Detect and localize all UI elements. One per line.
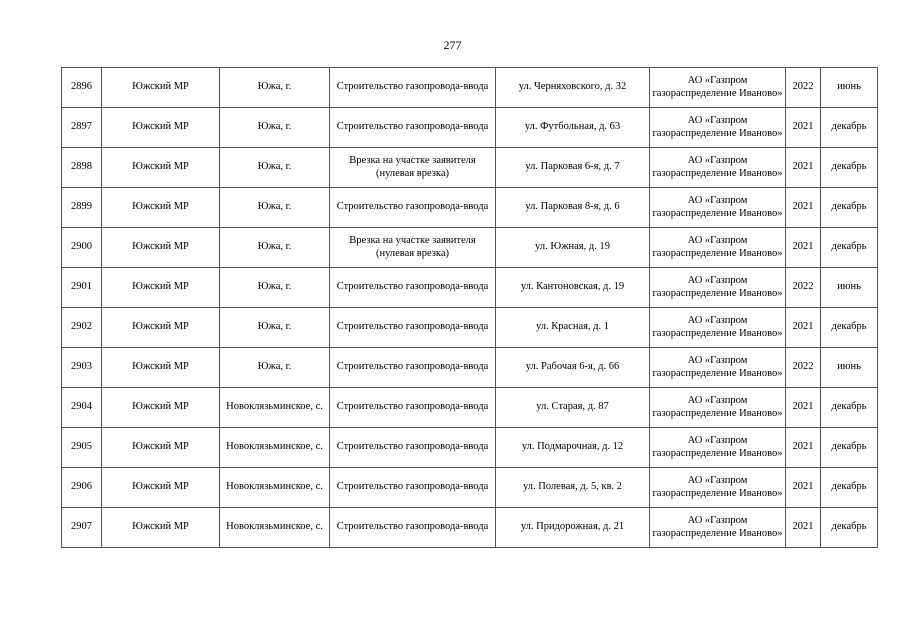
cell-district: Южский МР <box>102 108 220 148</box>
table-row <box>62 388 878 428</box>
cell-work-type: Строительство газопровода-ввода <box>330 188 496 228</box>
page-number: 277 <box>443 38 462 52</box>
cell-year: 2021 <box>786 508 821 548</box>
table-row <box>62 348 878 388</box>
table-row <box>62 108 878 148</box>
cell-address: ул. Полевая, д. 5, кв. 2 <box>496 468 650 508</box>
cell-year: 2021 <box>786 228 821 268</box>
cell-year: 2022 <box>786 348 821 388</box>
cell-district: Южский МР <box>102 308 220 348</box>
cell-number: 2903 <box>62 348 102 388</box>
cell-address: ул. Подмарочная, д. 12 <box>496 428 650 468</box>
cell-month: декабрь <box>821 188 878 228</box>
cell-settlement: Новоклязьминское, с. <box>220 508 330 548</box>
cell-month: декабрь <box>821 388 878 428</box>
cell-number: 2904 <box>62 388 102 428</box>
cell-district: Южский МР <box>102 148 220 188</box>
cell-organization: АО «Газпром газораспределение Иваново» <box>650 508 786 548</box>
cell-month: июнь <box>821 348 878 388</box>
cell-organization: АО «Газпром газораспределение Иваново» <box>650 348 786 388</box>
cell-number: 2900 <box>62 228 102 268</box>
cell-settlement: Новоклязьминское, с. <box>220 468 330 508</box>
cell-number: 2898 <box>62 148 102 188</box>
table-row <box>62 188 878 228</box>
cell-organization: АО «Газпром газораспределение Иваново» <box>650 308 786 348</box>
table-row <box>62 228 878 268</box>
cell-settlement: Южа, г. <box>220 308 330 348</box>
cell-district: Южский МР <box>102 468 220 508</box>
cell-month: декабрь <box>821 468 878 508</box>
cell-organization: АО «Газпром газораспределение Иваново» <box>650 108 786 148</box>
cell-work-type: Врезка на участке заявителя (нулевая врезка) <box>330 148 496 188</box>
cell-work-type: Строительство газопровода-ввода <box>330 388 496 428</box>
cell-settlement: Южа, г. <box>220 348 330 388</box>
cell-address: ул. Парковая 8-я, д. 6 <box>496 188 650 228</box>
cell-organization: АО «Газпром газораспределение Иваново» <box>650 468 786 508</box>
cell-organization: АО «Газпром газораспределение Иваново» <box>650 68 786 108</box>
cell-work-type: Строительство газопровода-ввода <box>330 508 496 548</box>
cell-number: 2905 <box>62 428 102 468</box>
cell-number: 2897 <box>62 108 102 148</box>
cell-work-type: Строительство газопровода-ввода <box>330 348 496 388</box>
cell-settlement: Южа, г. <box>220 148 330 188</box>
table-body <box>62 68 878 548</box>
cell-work-type: Строительство газопровода-ввода <box>330 308 496 348</box>
cell-address: ул. Футбольная, д. 63 <box>496 108 650 148</box>
cell-settlement: Южа, г. <box>220 268 330 308</box>
cell-settlement: Новоклязьминское, с. <box>220 428 330 468</box>
cell-month: декабрь <box>821 228 878 268</box>
cell-year: 2021 <box>786 108 821 148</box>
cell-address: ул. Придорожная, д. 21 <box>496 508 650 548</box>
cell-work-type: Строительство газопровода-ввода <box>330 428 496 468</box>
cell-settlement: Южа, г. <box>220 228 330 268</box>
table-row <box>62 68 878 108</box>
cell-number: 2906 <box>62 468 102 508</box>
cell-month: декабрь <box>821 428 878 468</box>
cell-district: Южский МР <box>102 68 220 108</box>
cell-address: ул. Кантоновская, д. 19 <box>496 268 650 308</box>
cell-work-type: Врезка на участке заявителя (нулевая врезка) <box>330 228 496 268</box>
cell-address: ул. Черняховского, д. 32 <box>496 68 650 108</box>
table-row <box>62 508 878 548</box>
cell-organization: АО «Газпром газораспределение Иваново» <box>650 268 786 308</box>
cell-district: Южский МР <box>102 188 220 228</box>
cell-address: ул. Старая, д. 87 <box>496 388 650 428</box>
cell-year: 2021 <box>786 308 821 348</box>
cell-work-type: Строительство газопровода-ввода <box>330 108 496 148</box>
cell-address: ул. Красная, д. 1 <box>496 308 650 348</box>
cell-month: июнь <box>821 68 878 108</box>
table-row <box>62 148 878 188</box>
cell-district: Южский МР <box>102 388 220 428</box>
cell-district: Южский МР <box>102 348 220 388</box>
cell-year: 2021 <box>786 388 821 428</box>
cell-district: Южский МР <box>102 228 220 268</box>
cell-settlement: Южа, г. <box>220 188 330 228</box>
cell-work-type: Строительство газопровода-ввода <box>330 68 496 108</box>
cell-number: 2901 <box>62 268 102 308</box>
cell-number: 2896 <box>62 68 102 108</box>
cell-district: Южский МР <box>102 428 220 468</box>
cell-year: 2021 <box>786 188 821 228</box>
cell-work-type: Строительство газопровода-ввода <box>330 468 496 508</box>
cell-month: июнь <box>821 268 878 308</box>
cell-address: ул. Рабочая 6-я, д. 66 <box>496 348 650 388</box>
cell-month: декабрь <box>821 508 878 548</box>
cell-organization: АО «Газпром газораспределение Иваново» <box>650 428 786 468</box>
cell-month: декабрь <box>821 308 878 348</box>
cell-year: 2022 <box>786 268 821 308</box>
cell-month: декабрь <box>821 108 878 148</box>
cell-year: 2022 <box>786 68 821 108</box>
cell-year: 2021 <box>786 468 821 508</box>
table-row <box>62 428 878 468</box>
gasification-table <box>61 67 878 548</box>
cell-year: 2021 <box>786 148 821 188</box>
cell-month: декабрь <box>821 148 878 188</box>
table-row <box>62 268 878 308</box>
cell-number: 2907 <box>62 508 102 548</box>
table-row <box>62 468 878 508</box>
cell-settlement: Южа, г. <box>220 68 330 108</box>
cell-organization: АО «Газпром газораспределение Иваново» <box>650 148 786 188</box>
cell-district: Южский МР <box>102 268 220 308</box>
cell-number: 2902 <box>62 308 102 348</box>
cell-year: 2021 <box>786 428 821 468</box>
cell-address: ул. Парковая 6-я, д. 7 <box>496 148 650 188</box>
cell-organization: АО «Газпром газораспределение Иваново» <box>650 228 786 268</box>
cell-number: 2899 <box>62 188 102 228</box>
cell-work-type: Строительство газопровода-ввода <box>330 268 496 308</box>
cell-settlement: Южа, г. <box>220 108 330 148</box>
cell-organization: АО «Газпром газораспределение Иваново» <box>650 188 786 228</box>
table-row <box>62 308 878 348</box>
cell-address: ул. Южная, д. 19 <box>496 228 650 268</box>
cell-settlement: Новоклязьминское, с. <box>220 388 330 428</box>
cell-district: Южский МР <box>102 508 220 548</box>
cell-organization: АО «Газпром газораспределение Иваново» <box>650 388 786 428</box>
